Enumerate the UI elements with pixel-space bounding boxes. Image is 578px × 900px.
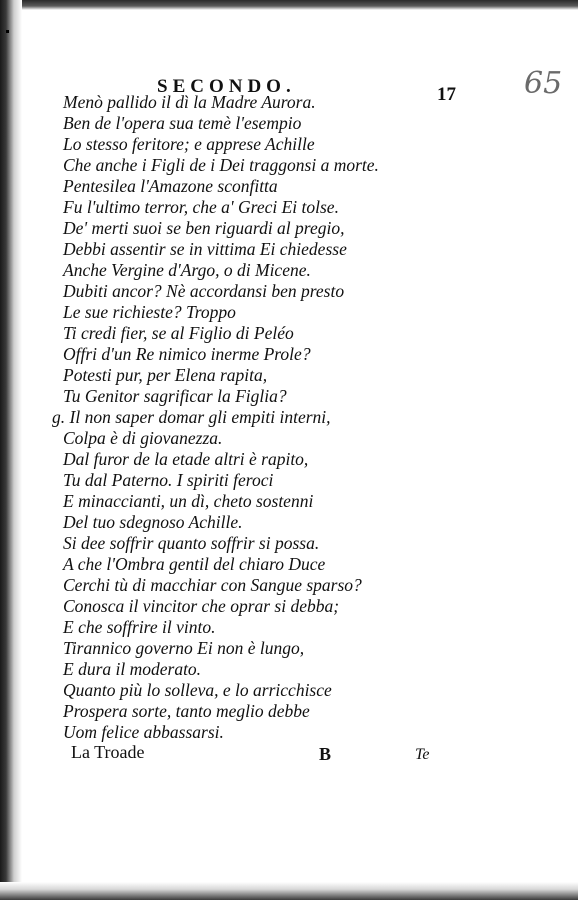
verse-text: Che anche i Figli de i Dei traggonsi a morte.	[63, 155, 379, 175]
verse-text: Conosca il vincitor che oprar si debba;	[63, 596, 340, 616]
page-top-edge	[0, 0, 578, 10]
verse-text: De' merti suoi se ben riguardi al pregio,	[63, 218, 345, 238]
verse-text: Del tuo sdegnoso Achille.	[63, 512, 243, 532]
verse-text: Colpa è di giovanezza.	[63, 428, 223, 448]
verse-text: Anche Vergine d'Argo, o di Micene.	[63, 260, 311, 280]
verse-text: Dal furor de la etade altri è rapito,	[63, 449, 309, 469]
verse-text: Tu dal Paterno. I spiriti feroci	[63, 470, 274, 490]
verse-text: Debbi assentir se in vittima Ei chiedesse	[63, 239, 347, 259]
verse-text: Quanto più lo solleva, e lo arricchisce	[63, 680, 332, 700]
pencil-folio-number: 65	[524, 66, 563, 101]
verse-text: g. Il non saper domar gli empiti interni,	[52, 407, 331, 427]
verse-text: Fu l'ultimo terror, che a' Greci Ei tolse.	[63, 197, 339, 217]
verse-text: Pentesilea l'Amazone sconfitta	[63, 176, 278, 196]
book-gutter	[0, 0, 22, 900]
catchword: Te	[415, 746, 430, 763]
verse-text: Ben de l'opera sua temè l'esempio	[63, 113, 302, 133]
verse-text: Cerchi tù di macchiar con Sangue sparso?	[63, 575, 362, 595]
verse-text: E minaccianti, un dì, cheto sostenni	[63, 491, 314, 511]
book-page	[22, 10, 578, 882]
verse-text: Le sue richieste? Troppo	[63, 302, 236, 322]
running-head: SECONDO.	[157, 76, 296, 97]
verse-text: Offri d'un Re nimico inerme Prole?	[63, 344, 311, 364]
page-bottom-edge	[0, 882, 578, 900]
verse-text: E che soffrire il vinto.	[63, 617, 216, 637]
verse-text: E dura il moderato.	[63, 659, 202, 679]
verse-text: Potesti pur, per Elena rapita,	[63, 365, 268, 385]
verse-text: A che l'Ombra gentil del chiaro Duce	[63, 554, 326, 574]
footer-title: La Troade	[71, 742, 145, 762]
verse-text: Dubiti ancor? Nè accordansi ben presto	[63, 281, 345, 301]
verse-text: Lo stesso feritore; e apprese Achille	[63, 134, 315, 154]
signature-mark: B	[319, 744, 332, 764]
verse-text: Tu Genitor sagrificar la Figlia?	[63, 386, 287, 406]
verse-text: Menò pallido il dì la Madre Aurora.	[63, 92, 316, 112]
verse-text: Tirannico governo Ei non è lungo,	[63, 638, 305, 658]
verse-text: Si dee soffrir quanto soffrir si possa.	[63, 533, 320, 553]
page-number: 17	[437, 84, 456, 105]
gutter-mark	[6, 30, 9, 33]
verse-text: Ti credi fier, se al Figlio di Peléo	[63, 323, 294, 343]
verse-text: Uom felice abbassarsi.	[63, 722, 224, 742]
verse-text: Prospera sorte, tanto meglio debbe	[63, 701, 310, 721]
